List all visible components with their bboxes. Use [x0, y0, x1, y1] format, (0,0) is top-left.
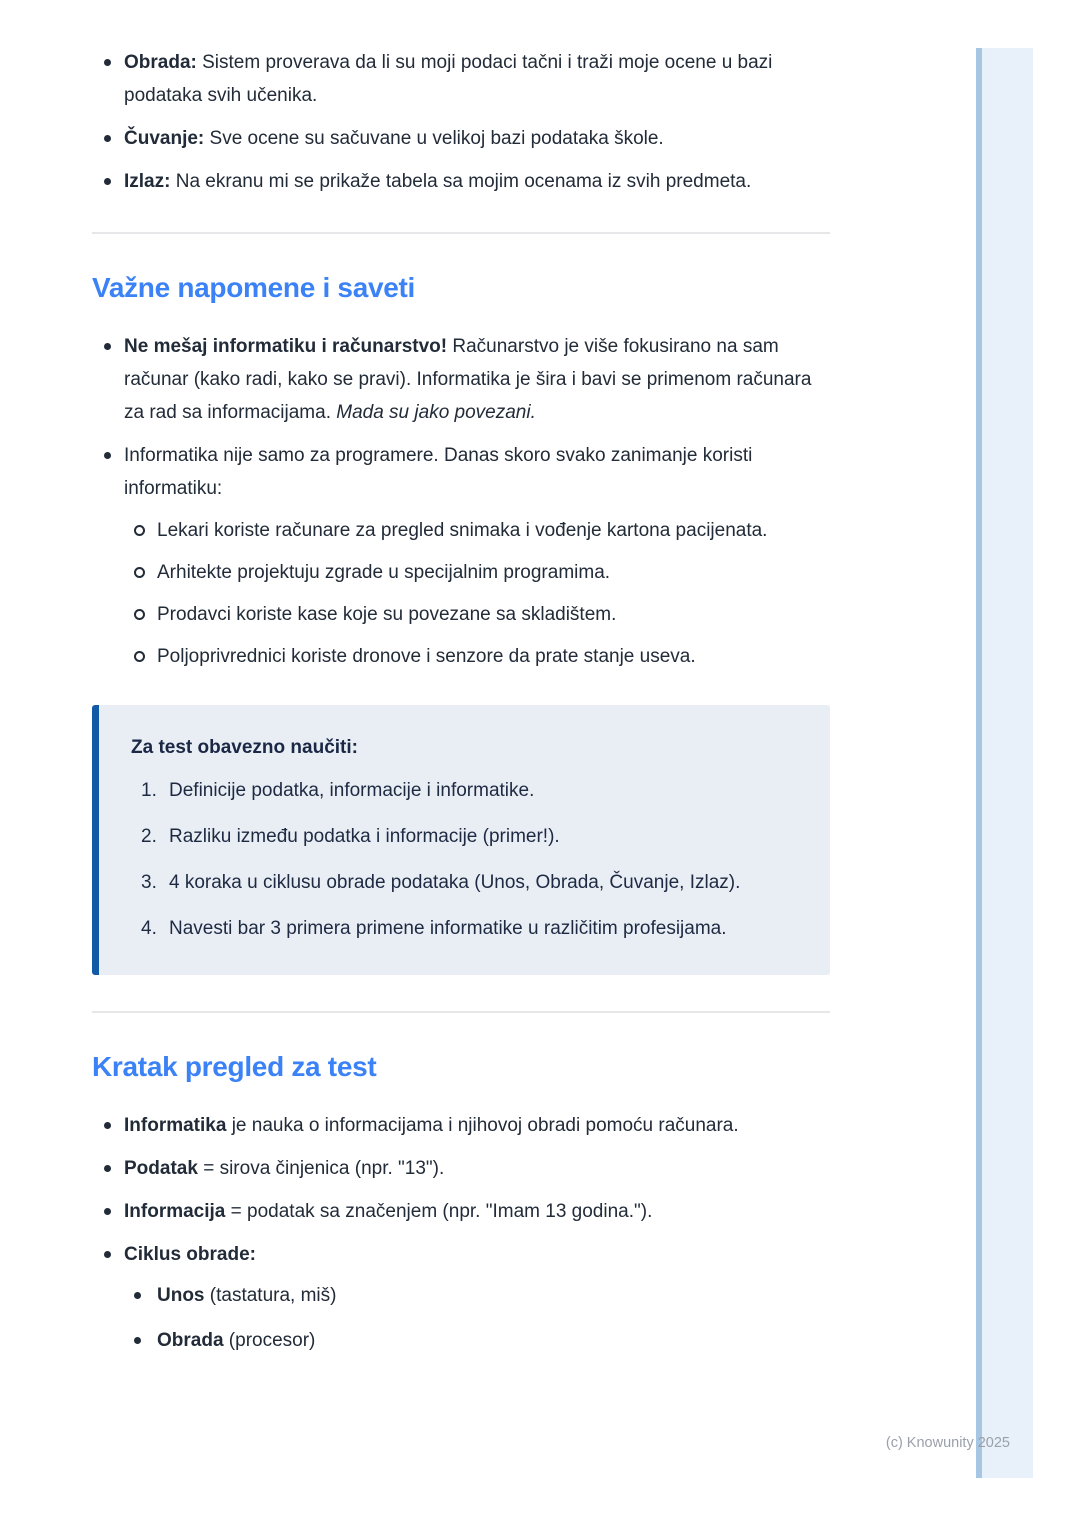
decorative-side-panel: [976, 48, 1033, 1478]
text-informacija: = podatak sa značenjem (npr. "Imam 13 godina.").: [225, 1201, 653, 1222]
callout-title: Za test obavezno naučiti:: [131, 737, 358, 758]
ciklus-sublist: [124, 1279, 832, 1357]
footer-copyright: (c) Knowunity 2025: [885, 1435, 1010, 1451]
italic-povezani: Mada su jako povezani.: [336, 402, 536, 423]
list-item-obrada: [92, 46, 832, 112]
term-unos: Unos: [157, 1285, 205, 1306]
list-item-informacija: [92, 1195, 832, 1228]
list-item-cuvanje: [92, 122, 832, 155]
text-podatak: = sirova činjenica (npr. "13").: [197, 1158, 445, 1179]
text-izlaz: Na ekranu mi se prikaže tabela sa mojim ocenama iz svih predmeta.: [170, 171, 752, 192]
pregled-list: [92, 1109, 832, 1357]
term-obrada: Obrada:: [124, 52, 197, 73]
section-divider: [92, 232, 830, 234]
sublist-item-arhitekte: Arhitekte projektuju zgrade u specijalnim programima.: [124, 556, 832, 589]
term-podatak: Podatak: [124, 1158, 198, 1179]
list-item-ciklus: [92, 1238, 832, 1357]
professions-sublist: [124, 514, 832, 673]
text-obrada-procesor: (procesor): [223, 1330, 316, 1351]
list-item-ne-mesaj: [92, 330, 832, 429]
text-unos: (tastatura, miš): [204, 1285, 337, 1306]
heading-pregled: Kratak pregled za test: [92, 1051, 377, 1082]
term-ciklus: Ciklus obrade:: [124, 1244, 256, 1265]
text-zanimanja: Informatika nije samo za programere. Danas skoro svako zanimanje koristi informatiku:: [124, 445, 753, 499]
list-item-podatak: [92, 1152, 832, 1185]
bold-ne-mesaj: Ne mešaj informatiku i računarstvo!: [124, 336, 448, 357]
sublist-item-lekari: Lekari koriste računare za pregled snimaka i vođenje kartona pacijenata.: [124, 514, 832, 547]
napomene-list: [92, 330, 832, 673]
callout-item-1: Definicije podatka, informacije i informatike.: [169, 780, 535, 801]
callout-item-3: 4 koraka u ciklusu obrade podataka (Unos, Obrada, Čuvanje, Izlaz).: [169, 872, 741, 893]
heading-napomene: Važne napomene i saveti: [92, 272, 416, 303]
section-divider: [92, 1011, 830, 1013]
callout-item-2: Razliku između podatka i informacije (primer!).: [169, 826, 560, 847]
sublist-item-prodavci: Prodavci koriste kase koje su povezane sa skladištem.: [124, 598, 832, 631]
list-item-zanimanja: [92, 439, 832, 673]
text-obrada: Sistem proverava da li su moji podaci tačni i traži moje ocene u bazi podataka svih učenika.: [124, 52, 773, 106]
term-informatika: Informatika: [124, 1115, 227, 1136]
list-item-izlaz: [92, 165, 832, 198]
term-obrada-procesor: Obrada: [157, 1330, 224, 1351]
text-cuvanje: Sve ocene su sačuvane u velikoj bazi podataka škole.: [204, 128, 664, 149]
sublist-item-poljoprivrednici: Poljoprivrednici koriste dronove i senzore da prate stanje useva.: [124, 640, 832, 673]
text-informatika: je nauka o informacijama i njihovoj obradi pomoću računara.: [226, 1115, 739, 1136]
test-callout-box: [92, 705, 830, 975]
term-informacija: Informacija: [124, 1201, 226, 1222]
data-cycle-list: [92, 0, 832, 198]
list-item-informatika: [92, 1109, 832, 1142]
callout-item-4: Navesti bar 3 primera primene informatike u različitim profesijama.: [169, 918, 727, 939]
sublist-item-obrada: [124, 1324, 832, 1357]
term-izlaz: Izlaz:: [124, 171, 171, 192]
text-ne-mesaj: Računarstvo je više fokusirano na sam računar (kako radi, kako se pravi). Informatika je šira i bavi se primenom računara za rad sa informacijama.: [124, 336, 812, 423]
callout-numbered-list: [131, 774, 796, 945]
term-cuvanje: Čuvanje:: [124, 128, 205, 149]
sublist-item-unos: [124, 1279, 832, 1312]
document-content: [92, 0, 832, 1369]
